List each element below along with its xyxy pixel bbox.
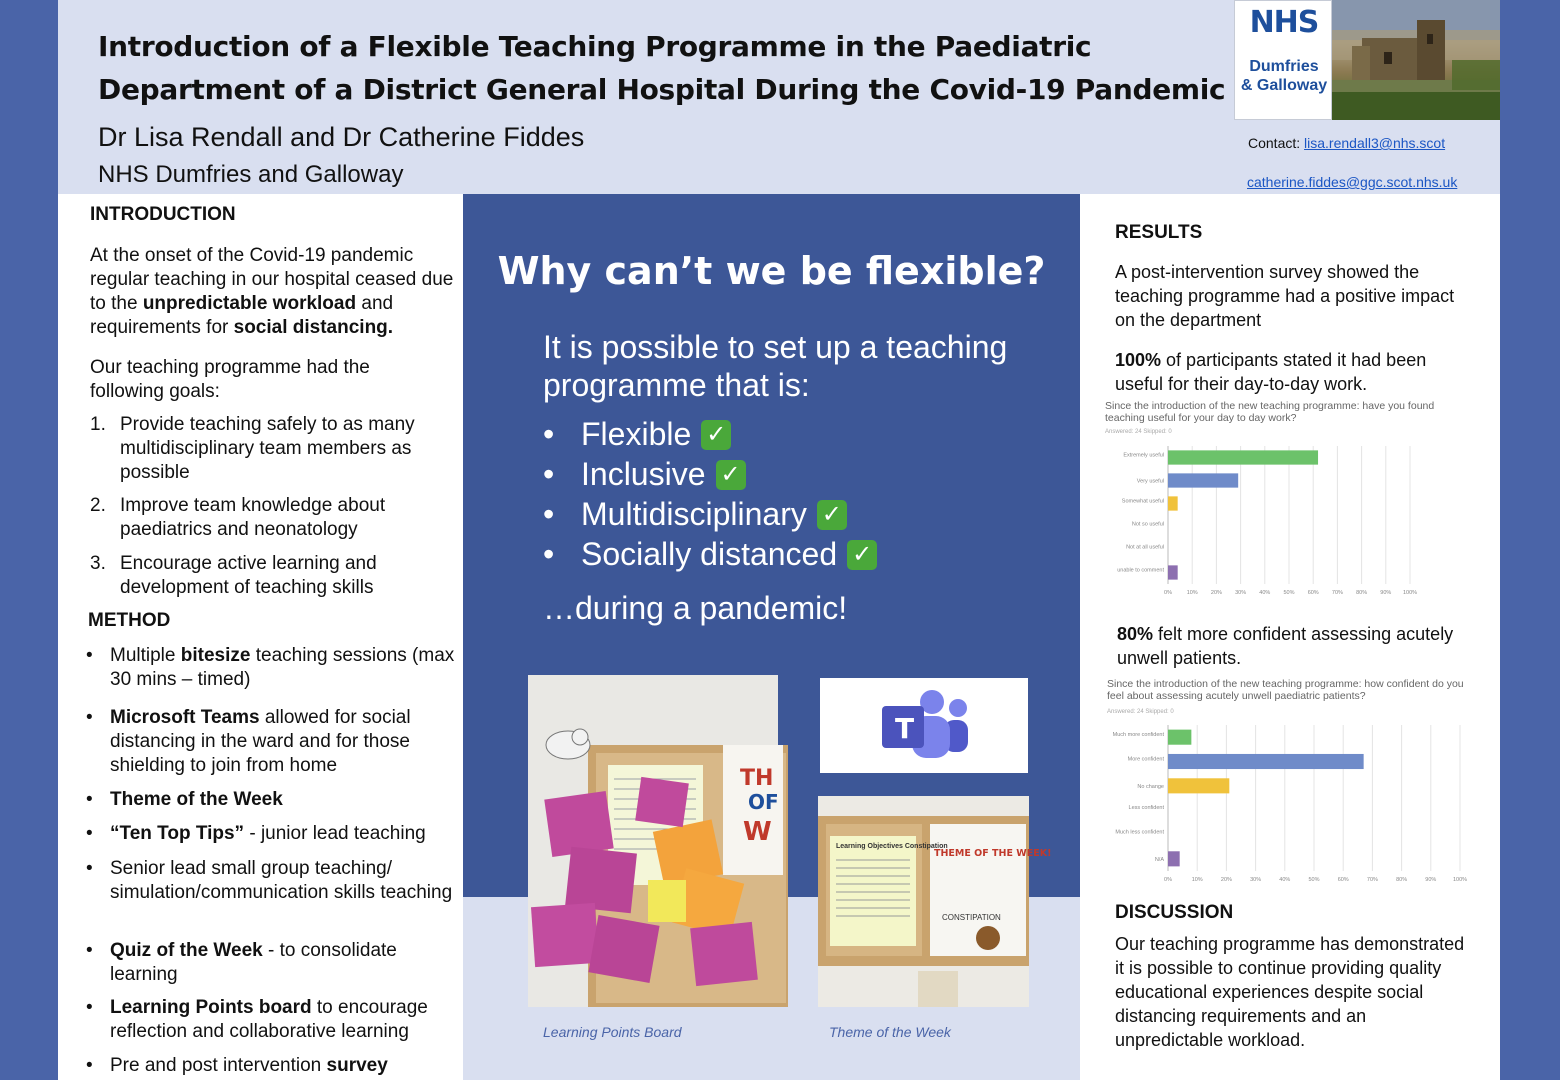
- survey-chart-confidence: [1102, 721, 1482, 887]
- results-text: of participants stated it had been useful for their day-to-day work.: [1115, 350, 1427, 394]
- category-label: Extremely useful: [1123, 452, 1164, 459]
- bar: [1168, 565, 1178, 579]
- nhs-board-name-line-1: Dumfries: [1249, 58, 1319, 75]
- poster: [58, 0, 1500, 1080]
- bullet-dot: •: [86, 823, 93, 844]
- center-list-item: [543, 496, 847, 533]
- x-tick-label: 20%: [1220, 877, 1232, 883]
- bullet-dot: •: [86, 645, 93, 666]
- method-text: allowed for social distancing in the ward and for those shielding to join from home: [110, 707, 411, 776]
- board-sign-text: W: [743, 817, 772, 847]
- survey-meta-1: Answered: 24 Skipped: 0: [1105, 429, 1172, 435]
- x-tick-label: 70%: [1366, 877, 1378, 883]
- x-tick-label: 50%: [1308, 877, 1320, 883]
- category-label: Much more confident: [1112, 732, 1164, 739]
- center-item-label: Flexible: [581, 416, 692, 452]
- photo-caption: Learning Points Board: [543, 1024, 682, 1040]
- learning-points-board-photo: [528, 675, 778, 1007]
- goal-text: Provide teaching safely to as many multidisciplinary team members as possible: [120, 414, 415, 483]
- x-tick-label: 0%: [1164, 590, 1172, 596]
- bullet-dot: •: [86, 997, 93, 1018]
- survey-question-2: Since the introduction of the new teaching programme: how confident do you feel about assessing acutely unwell paediatric patients?: [1107, 678, 1464, 702]
- x-tick-label: 20%: [1210, 590, 1222, 596]
- category-label: unable to comment: [1117, 567, 1164, 574]
- introduction-paragraph-1: [90, 244, 460, 340]
- bullet-dot: •: [543, 496, 555, 532]
- x-tick-label: 30%: [1250, 877, 1262, 883]
- method-bold: Microsoft Teams: [110, 707, 260, 728]
- bullet-dot: •: [86, 707, 93, 728]
- intro-text: At the onset of the Covid-19 pandemic regular teaching in our hospital ceased due to the: [90, 245, 454, 314]
- x-tick-label: 60%: [1337, 877, 1349, 883]
- theme-board-illustration: [818, 796, 1052, 1007]
- left-column: [58, 194, 463, 1080]
- intro-bold-workload: unpredictable workload: [142, 293, 357, 314]
- category-label: Very useful: [1136, 478, 1164, 485]
- bullet-dot: •: [543, 416, 555, 452]
- method-text: Pre and post intervention: [110, 1055, 327, 1076]
- survey-chart-usefulness: [1102, 442, 1432, 600]
- goal-number: 2.: [90, 495, 106, 516]
- x-tick-label: 10%: [1186, 590, 1198, 596]
- theme-sign-text: THEME OF THE WEEK!: [934, 848, 1052, 859]
- x-tick-label: 60%: [1307, 590, 1319, 596]
- contact-label: Contact:: [1248, 135, 1305, 151]
- results-percent: 80%: [1117, 624, 1154, 644]
- method-text: to encourage reflection and collaborative learning: [110, 997, 428, 1042]
- intro-text: and requirements for: [90, 293, 394, 338]
- introduction-heading: INTRODUCTION: [90, 204, 236, 225]
- method-bold: bitesize: [180, 645, 251, 666]
- nhs-logo-mark: NHS: [1249, 5, 1319, 40]
- goal-number: 1.: [90, 414, 106, 435]
- poster-title-line-2: Department of a District General Hospital During the Covid-19 Pandemic: [98, 73, 1226, 106]
- castle-photo: [1332, 0, 1500, 120]
- results-percent: 100%: [1115, 350, 1162, 370]
- center-title: Why can’t we be flexible?: [497, 249, 1046, 293]
- contact-email-1[interactable]: lisa.rendall3@nhs.scot: [1304, 135, 1446, 151]
- board-sign-text: TH: [740, 766, 774, 791]
- photo-caption: Theme of the Week: [829, 1024, 951, 1040]
- method-bold: survey: [326, 1055, 388, 1076]
- contact-line: [1248, 135, 1445, 151]
- results-heading: RESULTS: [1115, 222, 1203, 243]
- theme-of-the-week-photo: [818, 796, 1052, 1007]
- bullet-dot: •: [86, 940, 93, 961]
- survey-question-1: Since the introduction of the new teaching programme: have you found teaching useful for your day to day work?: [1105, 400, 1435, 424]
- category-label: Much less confident: [1115, 829, 1164, 836]
- castle-illustration: [1332, 0, 1500, 120]
- results-paragraph-1: A post-intervention survey showed the teaching programme had a positive impact on the department: [1115, 262, 1455, 330]
- bar: [1168, 730, 1191, 745]
- bullet-dot: •: [86, 1055, 93, 1076]
- goal-text: Improve team knowledge about paediatrics and neonatology: [120, 495, 386, 540]
- bar: [1168, 851, 1180, 866]
- center-list-item: [543, 416, 731, 453]
- category-label: Somewhat useful: [1121, 498, 1164, 505]
- center-lead: It is possible to set up a teaching programme that is:: [543, 329, 1008, 403]
- method-text: teaching sessions (max 30 mins – timed): [110, 645, 455, 690]
- center-list-item: [543, 536, 877, 573]
- results-paragraph-2: [1115, 348, 1475, 396]
- poster-title-line-1: Introduction of a Flexible Teaching Programme in the Paediatric: [98, 30, 1092, 63]
- results-paragraph-3: [1117, 622, 1477, 670]
- x-tick-label: 40%: [1259, 590, 1271, 596]
- nhs-board-name-line-2: & Galloway: [1240, 77, 1328, 94]
- theme-sign-subtitle: CONSTIPATION: [942, 913, 1001, 922]
- check-icon: ✓: [847, 540, 877, 570]
- organisation: NHS Dumfries and Galloway: [98, 161, 404, 188]
- x-tick-label: 30%: [1235, 590, 1247, 596]
- method-heading: METHOD: [88, 610, 171, 631]
- microsoft-teams-image: [820, 678, 1028, 773]
- category-label: N/A: [1154, 856, 1164, 863]
- check-icon: ✓: [817, 500, 847, 530]
- method-bold: Quiz of the Week: [110, 940, 263, 961]
- x-tick-label: 80%: [1356, 590, 1368, 596]
- bullet-dot: •: [543, 536, 555, 572]
- method-bold: “Ten Top Tips”: [110, 823, 245, 844]
- survey-meta-2: Answered: 24 Skipped: 0: [1107, 709, 1174, 715]
- intro-bold-distancing: social distancing.: [233, 317, 394, 338]
- category-label: Less confident: [1128, 805, 1164, 812]
- bar: [1168, 496, 1178, 510]
- category-label: Not so useful: [1131, 521, 1164, 528]
- x-tick-label: 80%: [1396, 877, 1408, 883]
- x-tick-label: 90%: [1425, 877, 1437, 883]
- category-label: More confident: [1127, 756, 1164, 763]
- right-column: [1080, 194, 1500, 1080]
- center-list-item: [543, 456, 746, 493]
- x-tick-label: 100%: [1402, 590, 1418, 596]
- method-bold: Learning Points board: [110, 997, 312, 1018]
- method-text: - junior lead teaching: [244, 823, 426, 844]
- x-tick-label: 90%: [1380, 590, 1392, 596]
- discussion-heading: DISCUSSION: [1115, 902, 1234, 923]
- board-sign-text: OF: [748, 790, 779, 814]
- check-icon: ✓: [716, 460, 746, 490]
- x-tick-label: 70%: [1331, 590, 1343, 596]
- category-label: No change: [1137, 783, 1164, 790]
- logo-area: [1234, 0, 1500, 120]
- method-text: Senior lead small group teaching/ simulation/communication skills teaching: [110, 858, 453, 903]
- method-text: - to consolidate learning: [110, 940, 397, 985]
- center-item-label: Socially distanced: [581, 536, 838, 572]
- objectives-sheet-title: Learning Objectives Constipation: [836, 843, 948, 850]
- discussion-paragraph: Our teaching programme has demonstrated it is possible to continue providing quality educational experiences despite social distancing requirements and an unpredictable workload.: [1115, 934, 1465, 1050]
- bar: [1168, 778, 1229, 793]
- center-item-label: Multidisciplinary: [581, 496, 807, 532]
- bar: [1168, 754, 1364, 769]
- x-tick-label: 10%: [1191, 877, 1203, 883]
- bullet-dot: •: [86, 858, 93, 879]
- x-tick-label: 50%: [1283, 590, 1295, 596]
- bullet-dot: •: [543, 456, 555, 492]
- center-column: [463, 194, 1080, 1080]
- results-text: felt more confident assessing acutely unwell patients.: [1117, 624, 1454, 668]
- x-tick-label: 40%: [1279, 877, 1291, 883]
- teams-logo-letter: T: [895, 712, 915, 745]
- category-label: Not at all useful: [1126, 544, 1164, 551]
- teams-logo-icon: [820, 678, 1028, 773]
- x-tick-label: 100%: [1452, 877, 1468, 883]
- method-text: Multiple: [110, 645, 181, 666]
- board-illustration: [528, 675, 778, 1007]
- bullet-dot: •: [86, 789, 93, 810]
- bar: [1168, 450, 1318, 464]
- bar: [1168, 473, 1238, 487]
- goal-number: 3.: [90, 553, 106, 574]
- method-bold: Theme of the Week: [110, 789, 283, 810]
- center-tagline: …during a pandemic!: [543, 590, 848, 626]
- goal-text: Encourage active learning and development of teaching skills: [120, 553, 377, 598]
- contact-email-2[interactable]: catherine.fiddes@ggc.scot.nhs.uk: [1247, 174, 1458, 190]
- check-icon: ✓: [701, 420, 731, 450]
- center-item-label: Inclusive: [581, 456, 706, 492]
- nhs-logo: [1234, 0, 1332, 120]
- x-tick-label: 0%: [1164, 877, 1172, 883]
- authors: Dr Lisa Rendall and Dr Catherine Fiddes: [98, 122, 585, 152]
- poster-header: [58, 0, 1500, 194]
- introduction-paragraph-2: Our teaching programme had the following goals:: [90, 357, 370, 402]
